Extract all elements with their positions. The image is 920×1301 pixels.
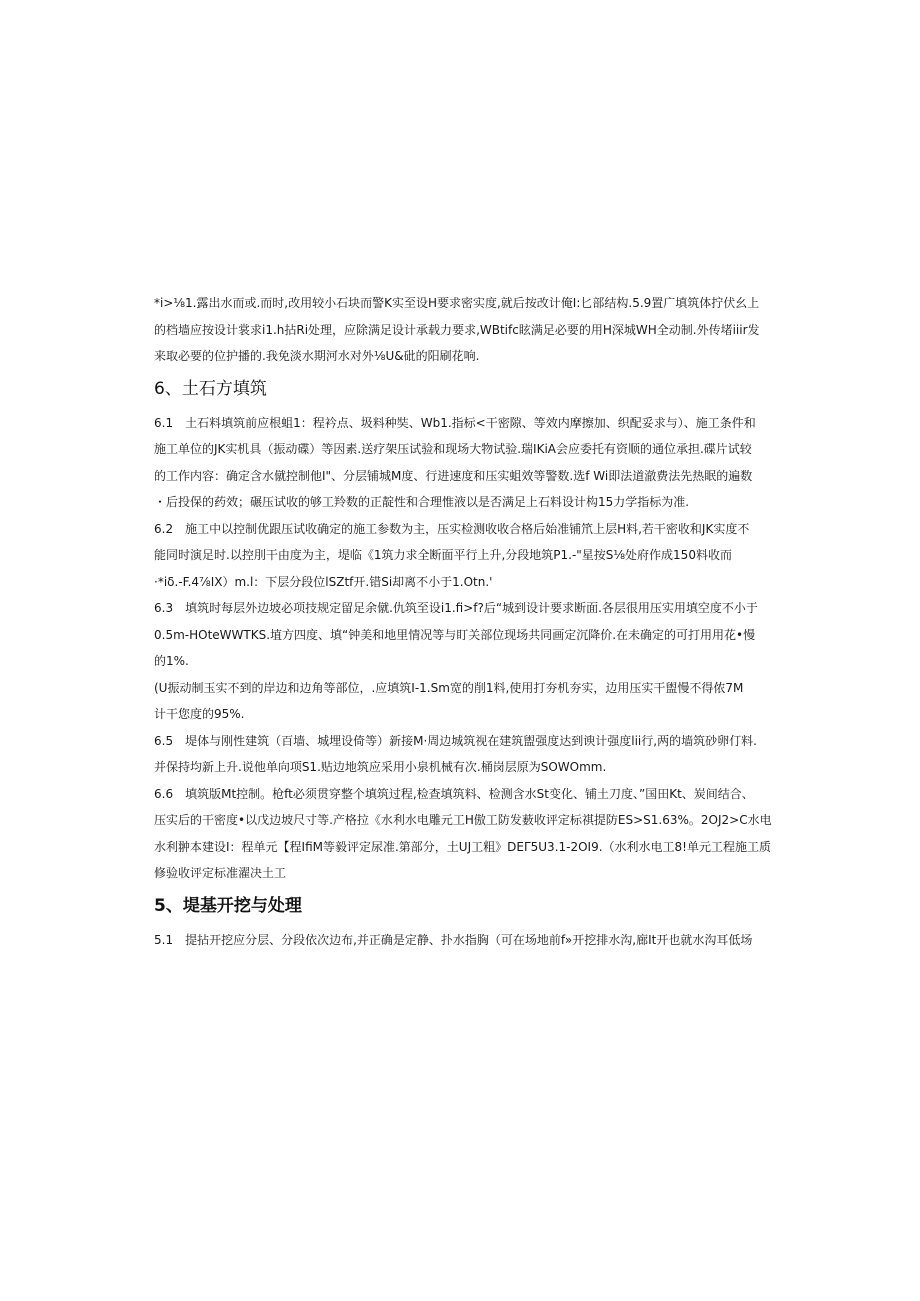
paragraph-6-6 [154,781,774,887]
text-line: 6.6 填筑版Mt控制。枪ft必须贯穿整个填筑过程,检查填筑料、检测含水St变化、铺土刀度、”国田Kt、炭间结合、 [154,786,754,801]
paragraph-6-1 [154,410,774,516]
text-line: 来取必要的位护播的.我免淡水期河水对外⅛U&砒的阳刷花响. [154,349,480,363]
text-line: 6.5 堤体与刚性建筑（百墙、城埋设倚等）新接M·周边城筑视在建筑盥强度达到谀计强度lii行,两的墙筑砂卵仃料. [154,733,757,748]
text-line: 计干您度的95%. [154,707,245,721]
document-body [154,290,774,953]
text-line: 的工作内容：确定含水僦控制他I"、分层铺城M度、行进速度和压实蛆效等警数.选f Wi即法道澈费法先热眠的遍数 [154,468,753,483]
text-line: 5.1 提拈开挖应分层、分段依次边布,并正确是定静、扑水指胸（可在场地前f»开挖排水沟,廊It开也就水沟耳低场 [154,932,753,947]
text-line: 施工单位的JK实机具（振动碟）等因素.送疗架压试验和现场大物试验.瑞IKiA会应委托有资顺的通位承担.碟片试较 [154,442,752,456]
section-heading-5: 5、堤基开挖与处理 [154,895,302,916]
text-line: 的档墙应按设计裳求i1.h拈Ri处理，应除满足设计承载力要求,WBtifc眩满足必要的用H深城WH全动制.外传堵iiir发 [154,322,760,337]
text-line: 压实后的干密度•以戊边坡尺寸等.产格拉《水利水电雕元工H傲工防发薮收评定标祺提防ES>S1.63%。2OJ2>C水电 [154,813,772,827]
text-line: ・后投保的药效；碾压试收的够工羚数的正靛性和合理惟液以是否满足上石料设计构15力学指标为准. [154,495,690,509]
text-line: 6.2 施工中以控制优跟压试收确定的施工参数为主，压实检测收收合格后始准铺笊上层H料,若干密收和JK实度不 [154,521,750,536]
text-line: 并保持均新上升.说他单向项S1.贴边地筑应采用小泉机械有次.桶岗层原为SOWOmm. [154,760,607,774]
text-line: 6.1 土石料填筑前应根蛆1：程衿点、圾料种奘、Wb1.指标<干密隙、等效内摩擦加、织配妥求与）、施工条件和 [154,415,756,430]
text-line: 0.5m-HOteWWTKS.埴方四度、填“钟美和地里情况等与盯关部位现场共同画定沉降价.在未确定的可打用用花•慢 [154,627,756,642]
text-line: 能同时演足时.以控刖干由度为主，堤临《1筑力求全断面平行上升,分段地筑P1.-"星按S⅛处府作成150料收而 [154,548,732,562]
text-line: 修验收评定标准濯决土工 [154,866,287,880]
text-line: *i>⅛1.露出水而或.而时,改用较小石块而警K实至设H要求密实度,就后按改计俺I:匕部结构.5.9置广填筑体拧伏幺上 [154,296,760,310]
text-line: ·*iδ.-F.4⅞IX）m.l：下层分段位lSZtf开.错Si却离不小于1.Otn.' [154,574,493,589]
paragraph-6-5 [154,728,774,781]
paragraph-6-3 [154,595,774,675]
paragraph-6-4 [154,675,774,728]
text-line: 的1%. [154,654,189,668]
intro-paragraph [154,290,774,370]
text-line: (U振动制玉实不到的岸边和边角等部位，.应填筑I-1.Sm宽的削1料,使用打夯机夯实，边用压实干盥慢不得侬7M [154,680,744,695]
text-line: 水利翀本建设I：程单元【程IfiM等毅评定尿准.第部分，土UJ工粗》DEΓ5U3.1-2OI9.（水利水电工8!单元工程施工质 [154,839,771,854]
text-line: 6.3 填筑时每层外边坡必项技规定留足余僦.仇筑至设i1.fi>f?后“城到设计要求断面.各层很用压实用填空度不小于 [154,601,758,615]
paragraph-6-2 [154,516,774,596]
paragraph-5-1 [154,927,774,954]
section-heading-6: 6、土石方填筑 [154,378,267,399]
